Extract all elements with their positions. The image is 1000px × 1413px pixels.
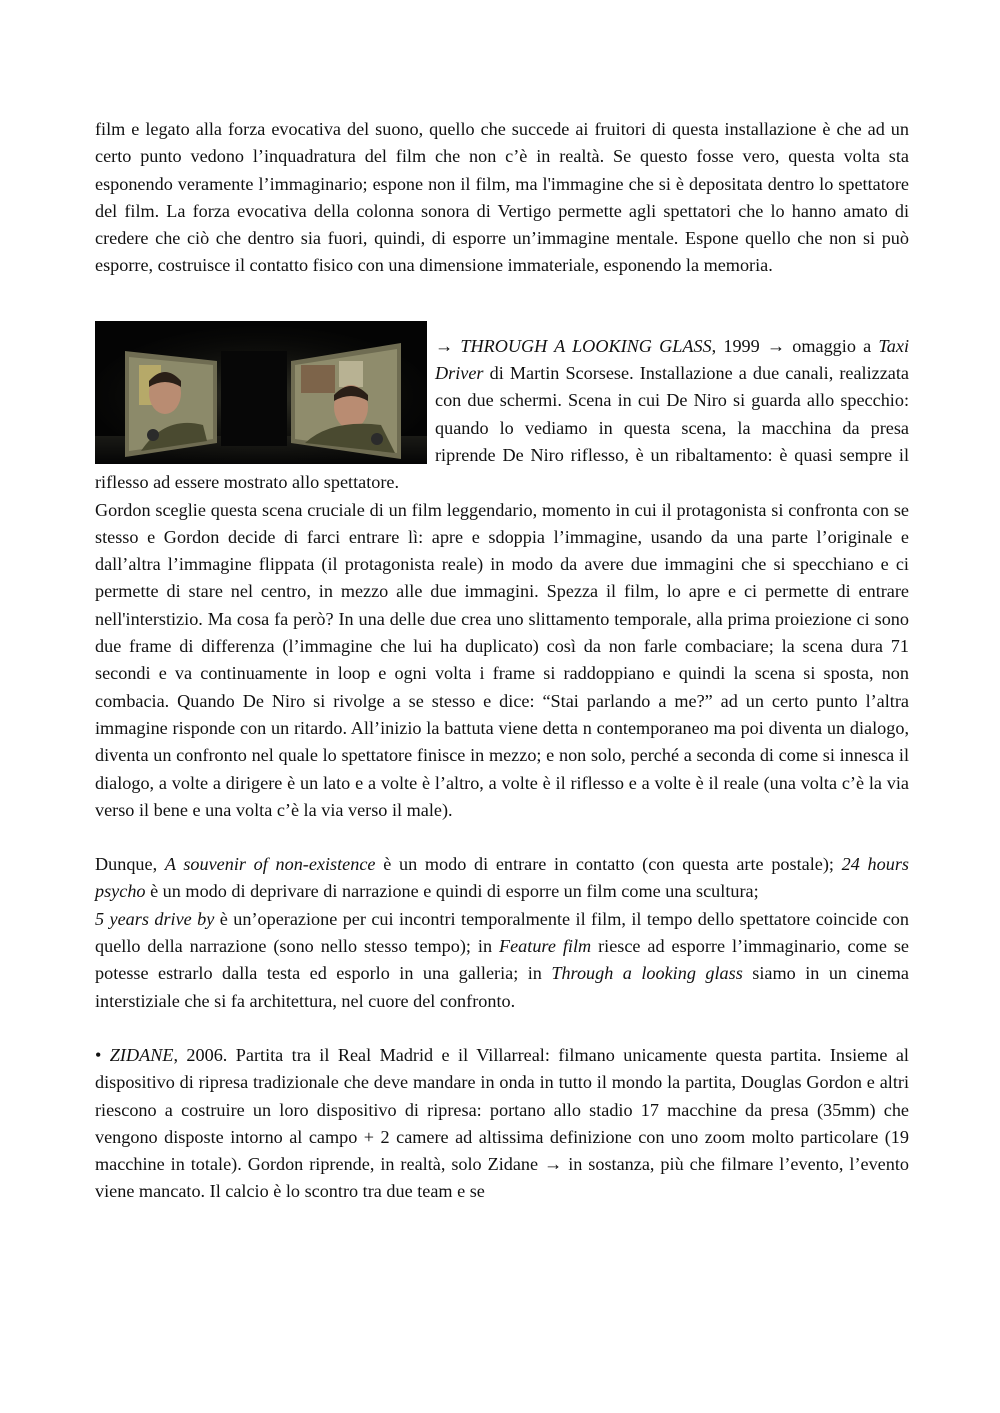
work-title: A souvenir of non-existence <box>164 854 376 875</box>
work-title: 24 hours psycho <box>95 854 909 902</box>
work-title: ZIDANE <box>109 1044 174 1065</box>
text-run: è un modo di deprivare di narrazione e quindi di esporre un film come una scultura; <box>145 881 759 902</box>
text-run: è un’operazione per cui incontri temporalmente il film, il tempo dello spettatore coincide con quello della narrazione (sono nello stesso tempo); in <box>95 908 909 957</box>
spacer <box>95 280 909 321</box>
film-title: Taxi Driver <box>435 335 909 384</box>
installation-photo <box>95 321 427 464</box>
work-title: 5 years drive by <box>95 908 215 929</box>
paragraph-gordon: Gordon sceglie questa scena cruciale di un film leggendario, momento in cui il protagonista si confronta con se stesso e Gordon decide di farci entrare lì: apre e sdoppia l’immagine, usando da una parte l’originale e dall’altra l’immagine flippata (il protagonista reale) in modo da avere due immagini che si specchiano e ci permette di stare nel centro, in mezzo alle due immagini. Spezza il film, lo apre e ci permette di entrare nell'interstizio. Ma cosa fa però? In una delle due crea uno slittamento temporale, alla prima proiezione ci sono due frame di differenza (l’immagine che lui ha duplicato) così da non farle combaciare; la scena dura 71 secondi e va continuamente in loop e ogni volta i frame si raddoppiano e quindi la scena si sposta, non combacia. Quando De Niro si rivolge a se stesso e dice: “Stai parlando a me?” ad un certo punto l’altra immagine risponde con un ritardo. All’inizio la battuta viene detta n contemporaneo ma poi diventa un dialogo, diventa un confronto nel quale lo spettatore finisce in mezzo; e non solo, perché a seconda di come si innesca il dialogo, a volte a dirigere è un lato e a volte è l’altro, a volte è il riflesso e a volte è il reale (una volta c’è la via verso il bene e una volta c’è la via verso il male). <box>95 499 909 820</box>
work-title: THROUGH A LOOKING GLASS <box>460 335 712 356</box>
text-run: siamo in un cinema interstiziale che si fa architettura, nel cuore del confronto. <box>95 963 910 1011</box>
bullet: • <box>95 1044 110 1065</box>
work-title: Feature film <box>499 936 592 957</box>
work-title: Through a looking glass <box>551 963 743 984</box>
text-run: riesce ad esporre l’immaginario, come se potesse estrarlo dalla testa ed esporlo in una galleria; in <box>95 936 909 984</box>
year-text: , 1999 → omaggio a <box>711 335 879 356</box>
paragraph-zidane <box>95 1042 909 1206</box>
spacer <box>95 824 909 851</box>
paragraph-vertigo: film e legato alla forza evocativa del suono, quello che succede ai fruitori di questa installazione è che ad un certo punto vedono l’inquadratura del film che non c’è in realtà. Se questo fosse vero, questa volta sta esponendo veramente l’immaginario; espone non il film, ma l'immagine che si è depositata dentro lo spettatore del film. La forza evocativa della colonna sonora di Vertigo permette agli spettatori che lo hanno amato di credere che ciò che dentro sia fuori, quindi, di esporre un’immagine mentale. Espone quello che non si può esporre, costruisce il contatto fisico con una dimensione immateriale, esponendo la memoria. <box>95 119 909 276</box>
figure-block <box>95 321 909 497</box>
text-run: Dunque, <box>95 854 165 875</box>
document-page <box>95 116 909 1206</box>
arrow-text: → <box>435 335 461 356</box>
spacer <box>95 1015 909 1042</box>
text-run: , 2006. Partita tra il Real Madrid e il Villarreal: filmano unicamente questa partita. Insieme al dispositivo di ripresa tradizionale che deve mandare in onda in tutto il mondo la partita, Douglas Gordon e altri riescono a costruire un loro dispositivo di ripresa: portano allo stadio 17 macchine da presa (35mm) che vengono disposte intorno al campo + 2 camere ad altissima definizione con uno zoom molto particolare (19 macchine in totale). Gordon riprende, in realtà, solo Zidane → in sostanza, più che filmare l’evento, l’evento viene mancato. Il calcio è lo scontro tra due team e se <box>95 1044 909 1202</box>
paragraph-summary <box>95 851 909 1015</box>
text-run: è un modo di entrare in contatto (con questa arte postale); <box>375 854 842 875</box>
figure-description: di Martin Scorsese. Installazione a due canali, realizzata con due schermi. Scena in cui De Niro si guarda allo specchio: quando lo vediamo in questa scena, la macchina da presa riprende De Niro riflesso, è un ribaltamento: è quasi sempre il riflesso ad essere mostrato allo spettatore. <box>95 363 909 493</box>
